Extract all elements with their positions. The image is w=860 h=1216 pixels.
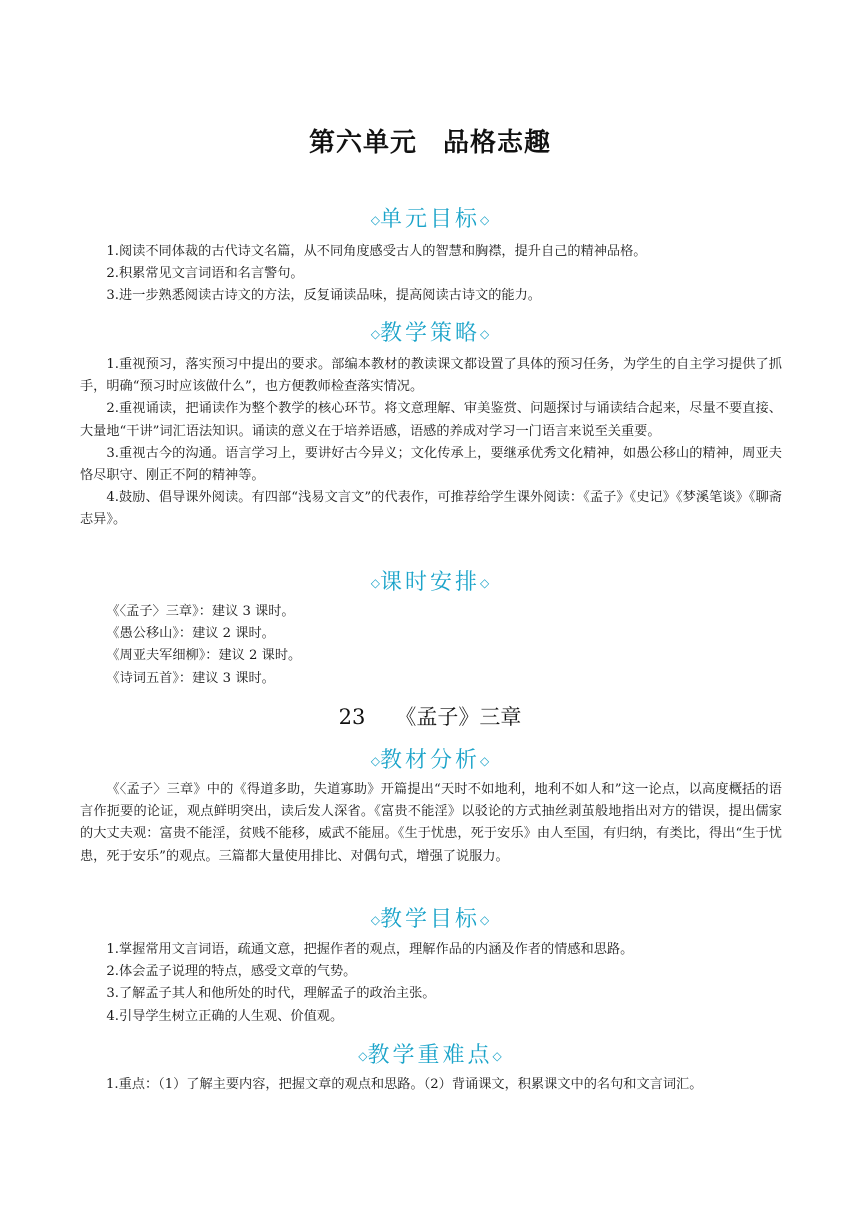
list-item: 3.重视古今的沟通。语言学习上，要讲好古今异义；文化传承上，要继承优秀文化精神，如愚公移山的精神，周亚夫恪尽职守、刚正不阿的精神等。	[80, 445, 782, 484]
list-item: 1.重视预习，落实预习中提出的要求。部编本教材的教读课文都设置了具体的预习任务，为学生的自主学习提供了抓手，明确“预习时应该做什么”，也方便教师检查落实情况。	[80, 357, 782, 395]
diamond-outline-icon: ◇	[480, 327, 490, 341]
lesson-title	[0, 701, 860, 731]
analysis-paragraph	[80, 779, 782, 868]
teaching-goals-list	[80, 939, 782, 1028]
section-heading-teaching-goals: ◇教学目标◇	[370, 907, 490, 932]
diamond-outline-icon: ◇	[480, 913, 490, 927]
list-item: 1.阅读不同体裁的古代诗文名篇，从不同角度感受古人的智慧和胸襟，提升自己的精神品格。	[106, 244, 647, 259]
list-item: 《诗词五首》：建议 3 课时。	[106, 670, 275, 686]
list-item: 3.了解孟子其人和他所处的时代，理解孟子的政治主张。	[106, 986, 436, 1002]
lesson-number: 23	[338, 705, 366, 729]
list-item: 1.掌握常用文言词语，疏通文意，把握作者的观点，理解作品的内涵及作者的情感和思路。	[106, 942, 634, 957]
section-heading-schedule: ◇课时安排◇	[370, 570, 490, 595]
diamond-outline-icon: ◇	[370, 576, 380, 590]
diamond-outline-icon: ◇	[358, 1049, 368, 1063]
list-item: 4.鼓励、倡导课外阅读。有四部“浅易文言文”的代表作，可推荐给学生课外阅读：《孟子》《史记》《梦溪笔谈》《聊斋志异》。	[80, 490, 782, 528]
diamond-outline-icon: ◇	[480, 213, 490, 227]
diamond-outline-icon: ◇	[480, 576, 490, 590]
list-item: 《愚公移山》：建议 2 课时。	[106, 626, 275, 642]
diamond-outline-icon: ◇	[480, 754, 490, 768]
unit-title	[0, 122, 860, 159]
section-heading-unit-goals: ◇单元目标◇	[370, 207, 490, 232]
section-heading-analysis: ◇教材分析◇	[370, 748, 490, 773]
list-item: 2.体会孟子说理的特点，感受文章的气势。	[106, 964, 357, 980]
strategy-list	[80, 354, 782, 532]
diamond-outline-icon: ◇	[370, 754, 380, 768]
diamond-outline-icon: ◇	[370, 327, 380, 341]
list-item: 1.重点：（1）了解主要内容，把握文章的观点和思路。（2）背诵课文，积累课文中的名句和文言词汇。	[106, 1077, 703, 1092]
lesson-name: 《孟子》三章	[395, 705, 522, 729]
section-heading-strategy: ◇教学策略◇	[370, 321, 490, 346]
list-item: 3.进一步熟悉阅读古诗文的方法，反复诵读品味，提高阅读古诗文的能力。	[106, 288, 541, 304]
unit-title-theme: 品格志趣	[443, 128, 552, 158]
list-item: 2.积累常见文言词语和名言警句。	[106, 266, 304, 282]
section-heading-key-points: ◇教学重难点◇	[358, 1043, 502, 1068]
unit-goals-list	[80, 241, 782, 308]
list-item: 《周亚夫军细柳》：建议 2 课时。	[106, 648, 302, 664]
schedule-list	[80, 601, 782, 690]
list-item: 《〈孟子〉三章》：建议 3 课时。	[106, 604, 295, 619]
key-points-list	[80, 1074, 782, 1096]
list-item: 2.重视诵读，把诵读作为整个教学的核心环节。将文意理解、审美鉴赏、问题探讨与诵读结合起来，尽量不要直接、大量地“干讲”词汇语法知识。诵读的意义在于培养语感，语感的养成对学习一门语言来说至关重要。	[80, 401, 782, 439]
paragraph: 《〈孟子〉三章》中的《得道多助，失道寡助》开篇提出“天时不如地利，地利不如人和”这一论点，以高度概括的语言作扼要的论证，观点鲜明突出，读后发人深省。《富贵不能淫》以驳论的方式抽丝剥茧般地指出对方的错误，提出儒家的大丈夫观：富贵不能淫，贫贱不能移，威武不能屈。《生于忧患，死于安乐》由人至国，有归纳，有类比，得出“生于忧患，死于安乐”的观点。三篇都大量使用排比、对偶句式，增强了说服力。	[80, 782, 782, 864]
diamond-outline-icon: ◇	[492, 1049, 502, 1063]
diamond-outline-icon: ◇	[370, 213, 380, 227]
diamond-outline-icon: ◇	[370, 913, 380, 927]
list-item: 4.引导学生树立正确的人生观、价值观。	[106, 1008, 344, 1024]
unit-title-number: 第六单元	[308, 128, 417, 158]
